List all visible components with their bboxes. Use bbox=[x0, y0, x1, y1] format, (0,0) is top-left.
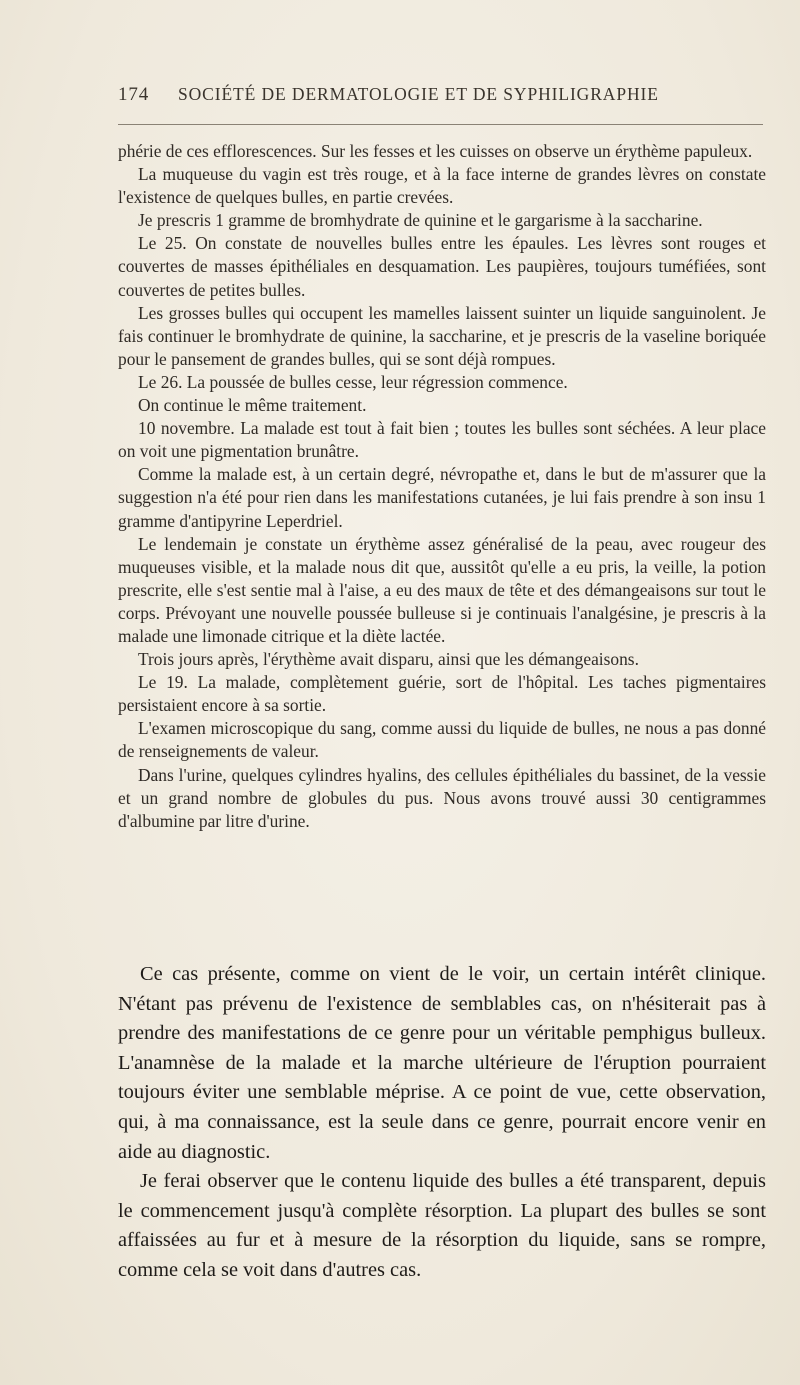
paragraph: La muqueuse du vagin est très rouge, et à la face interne de grandes lèvres on constate l'existence de quelques bulles, en partie crevées. bbox=[118, 164, 766, 208]
paragraph: phérie de ces efflorescences. Sur les fesses et les cuisses on observe un érythème papuleux. bbox=[118, 141, 753, 161]
paragraph: Le 26. La poussée de bulles cesse, leur régression commence. bbox=[138, 371, 568, 392]
paragraph: Dans l'urine, quelques cylindres hyalins, des cellules épithéliales du bassinet, de la vessie et un grand nombre de globules du pus. Nous avons trouvé aussi 30 centigrammes d'albumine par litre d'urine. bbox=[118, 764, 766, 831]
paragraph: Comme la malade est, à un certain degré, névropathe et, dans le but de m'assurer que la suggestion n'a été pour rien dans les manifestations cutanées, je lui fais prendre à son insu 1 gramme d'antipyrine Leperdriel. bbox=[118, 464, 766, 531]
commentary-text bbox=[118, 960, 766, 1286]
paragraph: Le 19. La malade, complètement guérie, sort de l'hôpital. Les taches pigmentaires persistaient encore à sa sortie. bbox=[118, 672, 766, 716]
paragraph: Trois jours après, l'érythème avait disparu, ainsi que les démangeaisons. bbox=[138, 649, 639, 670]
paragraph: Ce cas présente, comme on vient de le voir, un certain intérêt clinique. N'étant pas prévenu de l'existence de semblables cas, on n'hésiterait pas à prendre des manifestations de ce genre pour un véritable pemphigus bulleux. L'anamnèse de la malade et la marche ultérieure de l'éruption pourraient toujours éviter une semblable méprise. A ce point de vue, cette observation, qui, à ma connaissance, est la seule dans ce genre, pourrait encore venir en aide au diagnostic. bbox=[118, 963, 766, 1163]
paragraph: 10 novembre. La malade est tout à fait bien ; toutes les bulles sont séchées. A leur place on voit une pigmentation brunâtre. bbox=[118, 418, 766, 462]
paragraph: Les grosses bulles qui occupent les mamelles laissent suinter un liquide sanguinolent. Je fais continuer le bromhydrate de quinine, la saccharine, et je prescris de la vaseline boriquée pour le pansement de grandes bulles, qui se sont déjà rompues. bbox=[118, 302, 766, 369]
paragraph: On continue le même traitement. bbox=[138, 395, 367, 416]
page-number: 174 bbox=[118, 84, 150, 105]
paragraph: Le 25. On constate de nouvelles bulles entre les épaules. Les lèvres sont rouges et couvertes de masses épithéliales en desquamation. Les paupières, toujours tuméfiées, sont couvertes de petites bulles. bbox=[118, 233, 766, 300]
paragraph: Je ferai observer que le contenu liquide des bulles a été transparent, depuis le commencement jusqu'à complète résorption. La plupart des bulles se sont affaissées au fur et à mesure de la résorption du liquide, sans se rompre, comme cela se voit dans d'autres cas. bbox=[118, 1170, 766, 1281]
running-title: SOCIÉTÉ DE DERMATOLOGIE ET DE SYPHILIGRAPHIE bbox=[178, 84, 659, 104]
paragraph: L'examen microscopique du sang, comme aussi du liquide de bulles, ne nous a pas donné de renseignements de valeur. bbox=[118, 718, 766, 762]
paragraph: Je prescris 1 gramme de bromhydrate de quinine et le gargarisme à la saccharine. bbox=[138, 210, 703, 231]
observation-text bbox=[118, 140, 766, 833]
running-header bbox=[118, 84, 763, 106]
paragraph: Le lendemain je constate un érythème assez généralisé de la peau, avec rougeur des muqueuses visible, et la malade nous dit que, aussitôt qu'elle a eu pris, la veille, la potion prescrite, elle s'est sentie mal à l'aise, a eu des maux de tête et des démangeaisons sur tout le corps. Prévoyant une nouvelle poussée bulleuse si je continuais l'analgésine, je prescris à la malade une limonade citrique et la diète lactée. bbox=[118, 533, 766, 646]
header-rule bbox=[118, 124, 763, 125]
